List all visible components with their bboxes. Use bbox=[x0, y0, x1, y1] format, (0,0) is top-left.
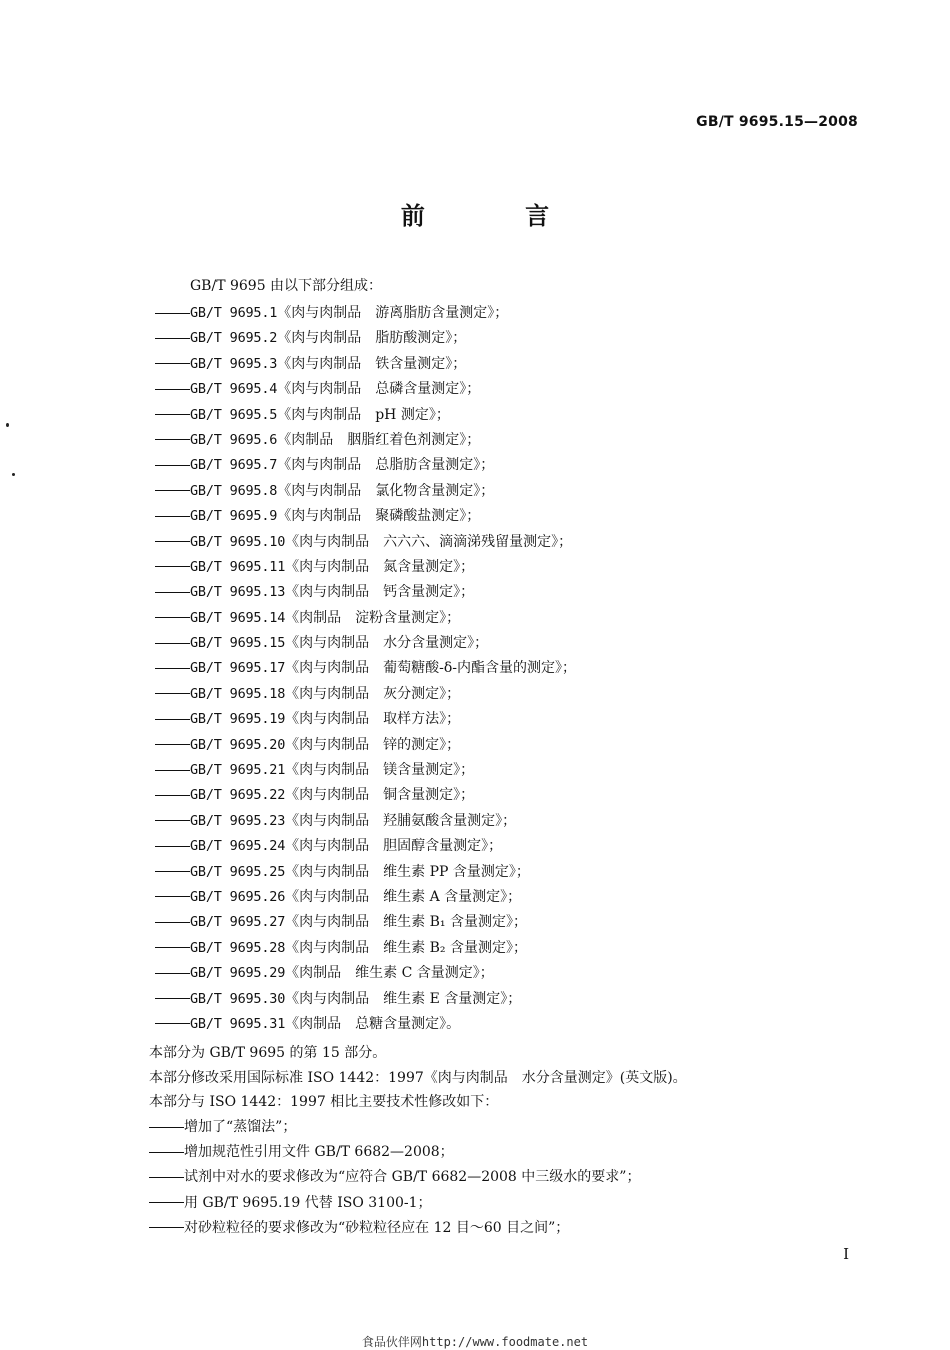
page-number: I bbox=[843, 1245, 849, 1263]
part-title: 《肉与肉制品 维生素 PP 含量测定》； bbox=[285, 863, 530, 880]
change-item bbox=[149, 1141, 640, 1166]
part-title: 《肉与肉制品 葡萄糖酸-δ-内酯含量的测定》； bbox=[285, 660, 577, 677]
part-title: 《肉与肉制品 维生素 B₁ 含量测定》； bbox=[285, 914, 527, 931]
part-ref: GB/T 9695.7 bbox=[190, 457, 278, 474]
part-item bbox=[155, 683, 576, 708]
change-item bbox=[149, 1217, 640, 1242]
part-item bbox=[155, 810, 576, 835]
change-text: 对砂粒粒径的要求修改为“砂粒粒径应在 12 目～60 目之间”； bbox=[184, 1219, 570, 1236]
em-dash bbox=[155, 338, 190, 339]
part-ref: GB/T 9695.8 bbox=[190, 482, 278, 499]
em-dash bbox=[155, 973, 190, 974]
em-dash bbox=[155, 668, 190, 669]
em-dash bbox=[155, 846, 190, 847]
part-ref: GB/T 9695.29 bbox=[190, 965, 286, 982]
parts-list bbox=[155, 302, 576, 1038]
part-ref: GB/T 9695.15 bbox=[190, 635, 286, 652]
part-item bbox=[155, 734, 576, 759]
change-item bbox=[149, 1192, 640, 1217]
part-ref: GB/T 9695.30 bbox=[190, 990, 286, 1007]
part-title: 《肉制品 总糖含量测定》。 bbox=[285, 1015, 461, 1032]
part-ref: GB/T 9695.24 bbox=[190, 838, 286, 855]
em-dash bbox=[155, 1023, 190, 1024]
em-dash bbox=[155, 389, 190, 390]
part-ref: GB/T 9695.2 bbox=[190, 330, 278, 347]
part-ref: GB/T 9695.23 bbox=[190, 812, 286, 829]
part-title: 《肉与肉制品 羟脯氨酸含量测定》； bbox=[285, 812, 517, 829]
part-ref: GB/T 9695.27 bbox=[190, 914, 286, 931]
part-item bbox=[155, 429, 576, 454]
part-title: 《肉与肉制品 脂肪酸测定》； bbox=[277, 330, 467, 347]
em-dash bbox=[155, 947, 190, 948]
scan-speck bbox=[12, 473, 15, 476]
em-dash bbox=[155, 414, 190, 415]
part-ref: GB/T 9695.25 bbox=[190, 863, 286, 880]
part-item bbox=[155, 607, 576, 632]
part-title: 《肉与肉制品 灰分测定》； bbox=[285, 685, 461, 702]
em-dash bbox=[155, 490, 190, 491]
em-dash bbox=[149, 1152, 184, 1153]
part-item bbox=[155, 505, 576, 530]
part-item bbox=[155, 480, 576, 505]
standard-code: GB/T 9695.15—2008 bbox=[696, 114, 858, 130]
part-ref: GB/T 9695.10 bbox=[190, 533, 286, 550]
em-dash bbox=[155, 566, 190, 567]
page-title: 前 言 bbox=[400, 202, 596, 230]
em-dash bbox=[155, 770, 190, 771]
em-dash bbox=[149, 1177, 184, 1178]
part-item bbox=[155, 404, 576, 429]
part-title: 《肉与肉制品 六六六、滴滴涕残留量测定》； bbox=[285, 533, 573, 550]
part-ref: GB/T 9695.13 bbox=[190, 584, 286, 601]
part-title: 《肉与肉制品 氮含量测定》； bbox=[285, 558, 475, 575]
paragraph: 本部分为 GB/T 9695 的第 15 部分。 bbox=[149, 1045, 387, 1061]
part-title: 《肉与肉制品 维生素 B₂ 含量测定》； bbox=[285, 939, 527, 956]
part-ref: GB/T 9695.31 bbox=[190, 1015, 286, 1032]
part-item bbox=[155, 327, 576, 352]
part-title: 《肉与肉制品 氯化物含量测定》； bbox=[277, 482, 495, 499]
em-dash bbox=[155, 465, 190, 466]
em-dash bbox=[155, 744, 190, 745]
part-title: 《肉与肉制品 镁含量测定》； bbox=[285, 762, 475, 779]
part-ref: GB/T 9695.1 bbox=[190, 305, 278, 321]
change-text: 增加规范性引用文件 GB/T 6682—2008； bbox=[184, 1144, 454, 1161]
part-item bbox=[155, 353, 576, 378]
part-title: 《肉与肉制品 聚磷酸盐测定》； bbox=[277, 508, 481, 525]
part-ref: GB/T 9695.17 bbox=[190, 660, 286, 677]
part-title: 《肉制品 维生素 C 含量测定》； bbox=[285, 965, 494, 982]
footer-watermark: 食品伙伴网http://www.foodmate.net bbox=[361, 1335, 589, 1349]
part-item bbox=[155, 784, 576, 809]
part-item bbox=[155, 302, 576, 327]
part-ref: GB/T 9695.20 bbox=[190, 736, 286, 753]
em-dash bbox=[155, 592, 190, 593]
em-dash bbox=[155, 363, 190, 364]
part-item bbox=[155, 962, 576, 987]
em-dash bbox=[155, 998, 190, 999]
part-title: 《肉与肉制品 维生素 E 含量测定》； bbox=[285, 990, 522, 1007]
em-dash bbox=[155, 313, 190, 314]
em-dash bbox=[149, 1227, 184, 1228]
intro-text: GB/T 9695 由以下部分组成： bbox=[190, 278, 383, 294]
paragraphs bbox=[149, 1042, 687, 1116]
part-item bbox=[155, 759, 576, 784]
em-dash bbox=[155, 896, 190, 897]
part-title: 《肉与肉制品 pH 测定》； bbox=[277, 406, 450, 423]
part-item bbox=[155, 861, 576, 886]
part-item bbox=[155, 378, 576, 403]
change-item bbox=[149, 1166, 640, 1191]
scan-speck bbox=[6, 423, 9, 427]
part-ref: GB/T 9695.6 bbox=[190, 431, 278, 448]
part-item bbox=[155, 454, 576, 479]
part-ref: GB/T 9695.4 bbox=[190, 381, 278, 398]
part-title: 《肉与肉制品 水分含量测定》； bbox=[285, 635, 489, 652]
em-dash bbox=[155, 871, 190, 872]
paragraph: 本部分修改采用国际标准 ISO 1442：1997《肉与肉制品 水分含量测定》(英文版)。 bbox=[149, 1069, 687, 1086]
changes-list bbox=[149, 1116, 640, 1242]
em-dash bbox=[155, 820, 190, 821]
em-dash bbox=[155, 516, 190, 517]
paragraph: 本部分与 ISO 1442：1997 相比主要技术性修改如下： bbox=[149, 1094, 499, 1110]
change-text: 用 GB/T 9695.19 代替 ISO 3100-1； bbox=[184, 1194, 432, 1211]
part-title: 《肉与肉制品 游离脂肪含量测定》； bbox=[277, 305, 509, 321]
part-ref: GB/T 9695.3 bbox=[190, 355, 278, 372]
change-text: 增加了“蒸馏法”； bbox=[184, 1119, 297, 1135]
part-ref: GB/T 9695.19 bbox=[190, 711, 286, 728]
part-ref: GB/T 9695.5 bbox=[190, 406, 278, 423]
part-item bbox=[155, 886, 576, 911]
part-ref: GB/T 9695.26 bbox=[190, 888, 286, 905]
part-title: 《肉与肉制品 钙含量测定》； bbox=[285, 584, 475, 601]
em-dash bbox=[155, 719, 190, 720]
part-title: 《肉与肉制品 总磷含量测定》； bbox=[277, 381, 481, 398]
change-text: 试剂中对水的要求修改为“应符合 GB/T 6682—2008 中三级水的要求”； bbox=[184, 1169, 641, 1186]
em-dash bbox=[155, 693, 190, 694]
em-dash bbox=[155, 617, 190, 618]
part-item bbox=[155, 657, 576, 682]
part-item bbox=[155, 911, 576, 936]
part-item bbox=[155, 988, 576, 1013]
part-ref: GB/T 9695.18 bbox=[190, 685, 286, 702]
part-ref: GB/T 9695.9 bbox=[190, 508, 278, 525]
part-ref: GB/T 9695.28 bbox=[190, 939, 286, 956]
part-ref: GB/T 9695.22 bbox=[190, 787, 286, 804]
em-dash bbox=[155, 439, 190, 440]
em-dash bbox=[155, 541, 190, 542]
em-dash bbox=[155, 795, 190, 796]
part-title: 《肉与肉制品 总脂肪含量测定》； bbox=[277, 457, 495, 474]
part-item bbox=[155, 835, 576, 860]
part-item bbox=[155, 531, 576, 556]
part-item bbox=[155, 632, 576, 657]
em-dash bbox=[155, 922, 190, 923]
part-item bbox=[155, 556, 576, 581]
em-dash bbox=[149, 1127, 184, 1128]
part-title: 《肉与肉制品 胆固醇含量测定》； bbox=[285, 838, 503, 855]
part-title: 《肉与肉制品 取样方法》； bbox=[285, 711, 461, 728]
em-dash bbox=[155, 643, 190, 644]
em-dash bbox=[149, 1202, 184, 1203]
part-title: 《肉与肉制品 铁含量测定》； bbox=[277, 355, 467, 372]
part-title: 《肉与肉制品 铜含量测定》； bbox=[285, 787, 475, 804]
part-ref: GB/T 9695.21 bbox=[190, 762, 286, 779]
part-title: 《肉与肉制品 锌的测定》； bbox=[285, 736, 461, 753]
part-ref: GB/T 9695.14 bbox=[190, 609, 286, 626]
part-ref: GB/T 9695.11 bbox=[190, 558, 286, 575]
part-title: 《肉与肉制品 维生素 A 含量测定》； bbox=[285, 888, 522, 905]
part-item bbox=[155, 1013, 576, 1038]
part-title: 《肉制品 胭脂红着色剂测定》； bbox=[277, 431, 481, 448]
part-item bbox=[155, 937, 576, 962]
part-title: 《肉制品 淀粉含量测定》； bbox=[285, 609, 461, 626]
change-item bbox=[149, 1116, 640, 1141]
part-item bbox=[155, 708, 576, 733]
part-item bbox=[155, 581, 576, 606]
